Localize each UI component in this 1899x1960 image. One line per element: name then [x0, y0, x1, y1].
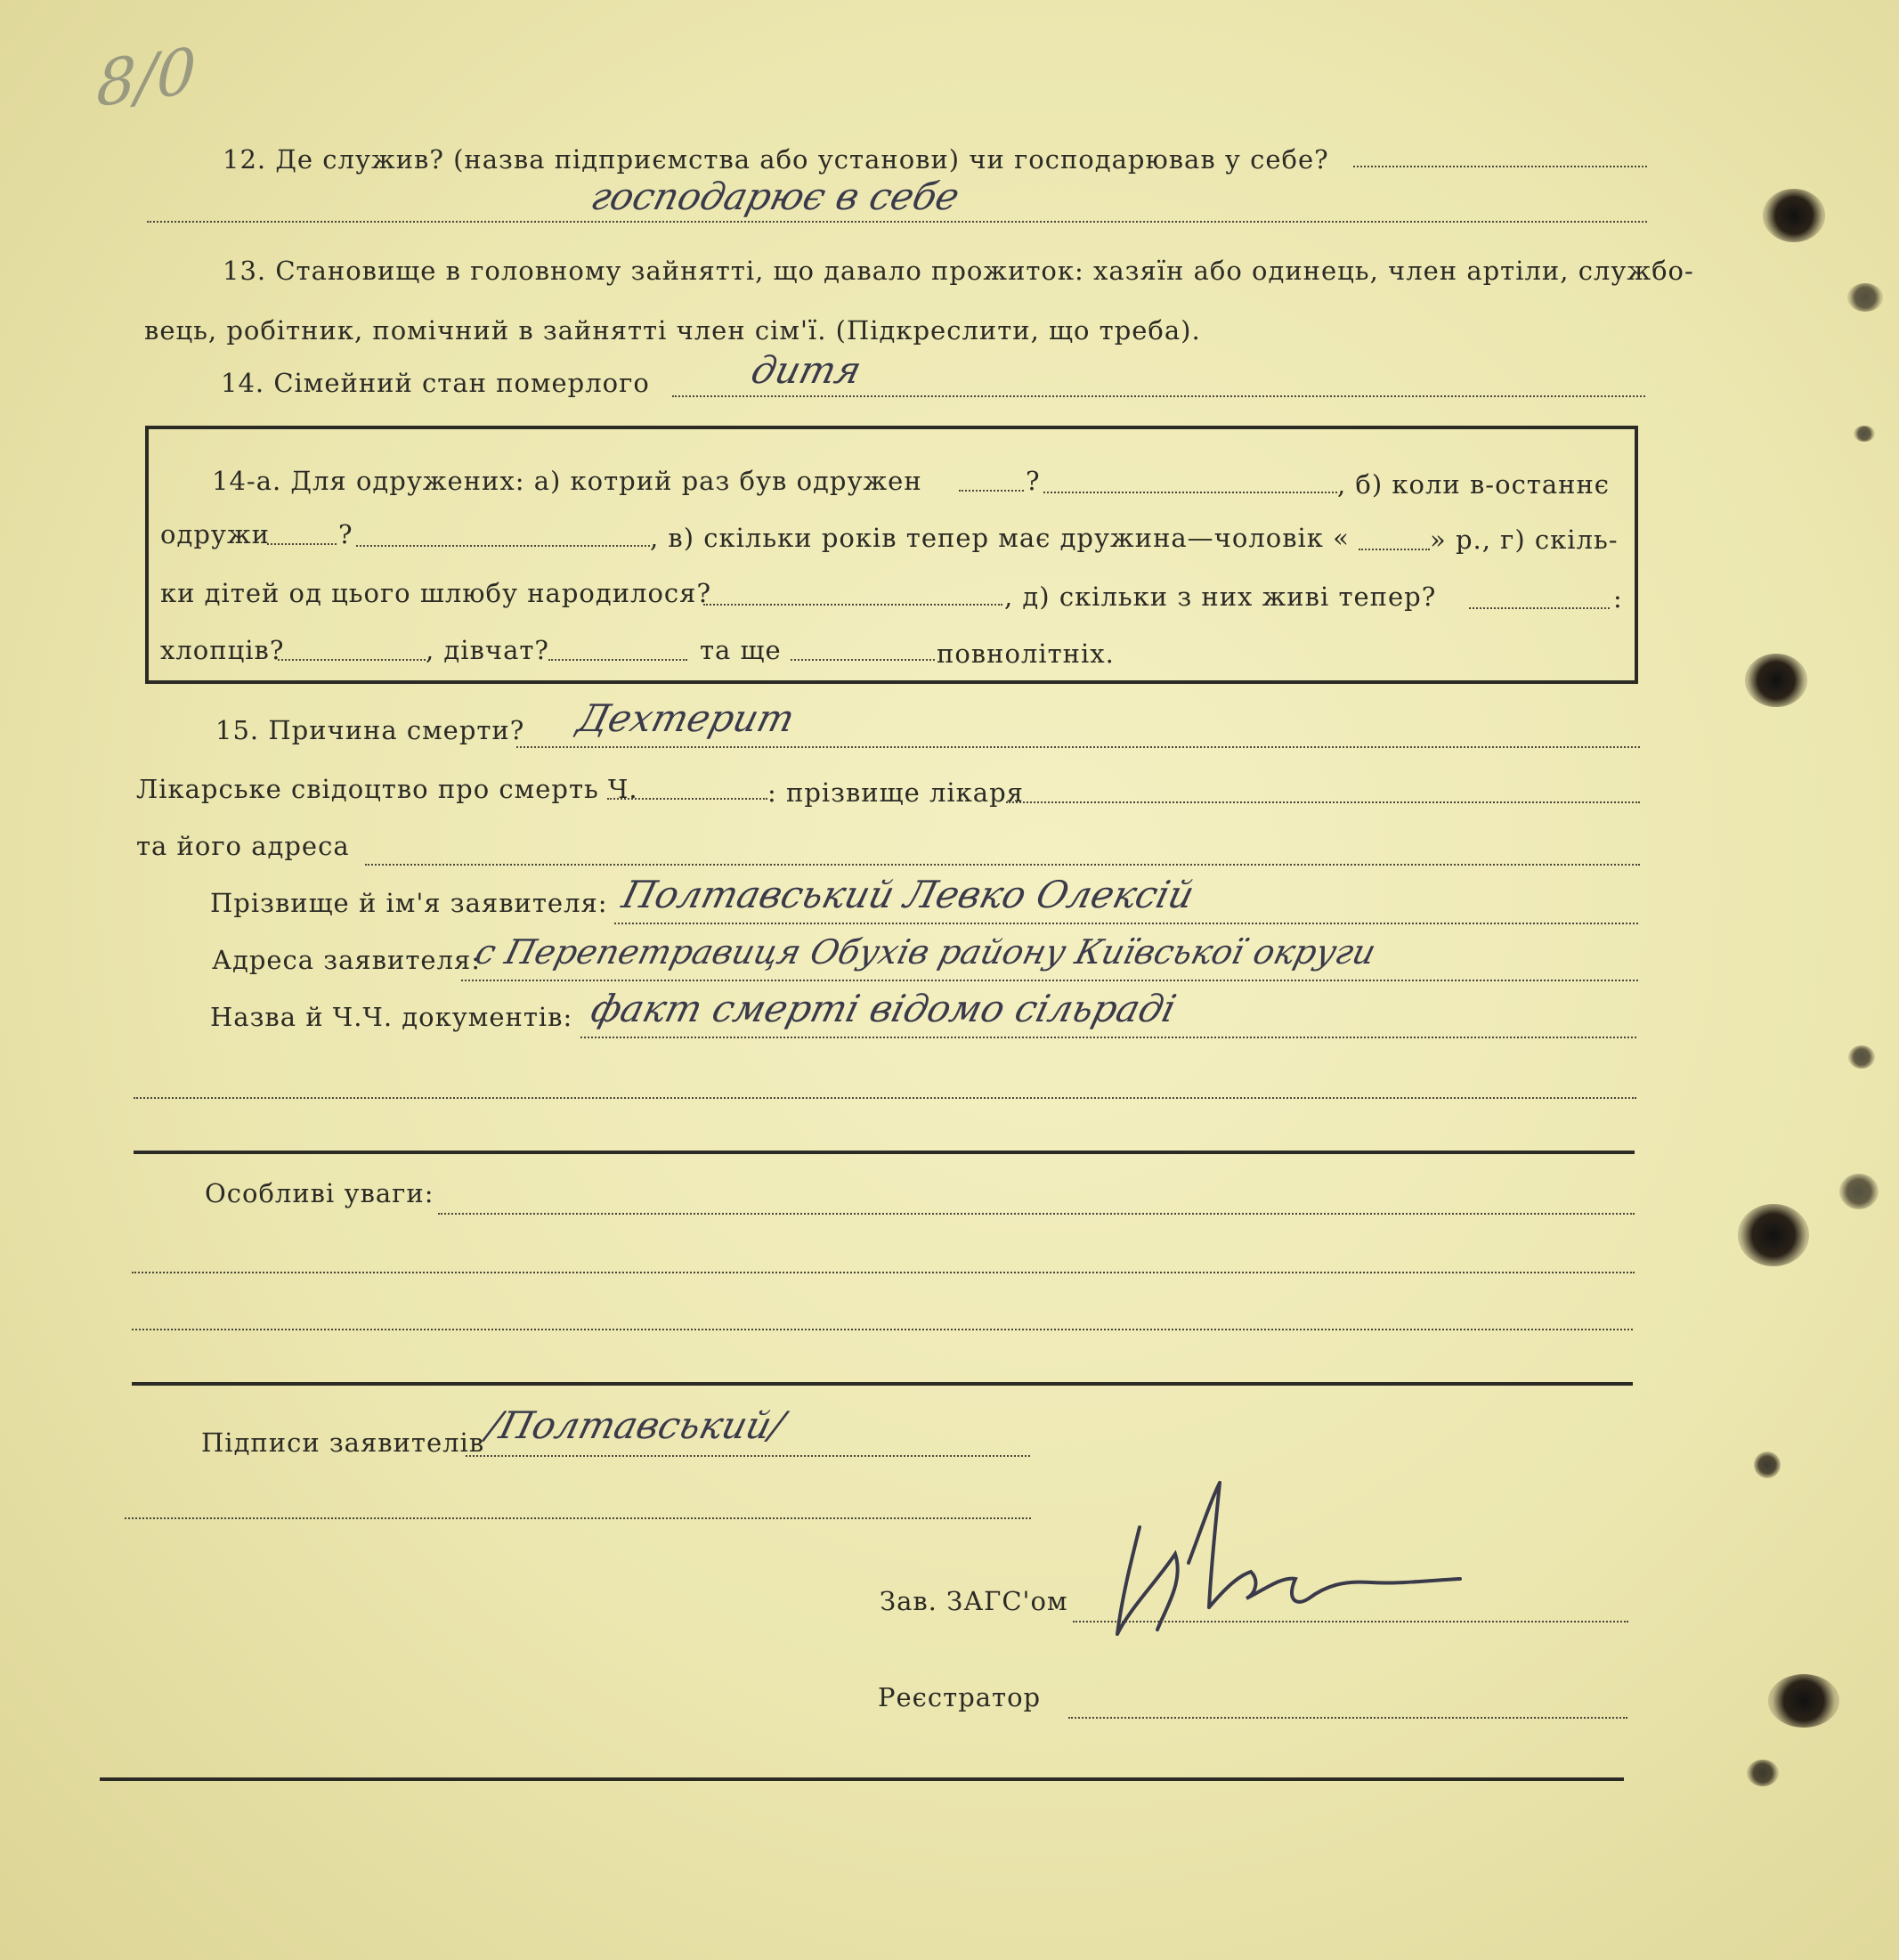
q14a-fill-4c: [791, 659, 935, 661]
q14a-line-3c: :: [1613, 583, 1623, 614]
zags-head-signature: [1104, 1474, 1478, 1643]
applicant-name-fill: [614, 923, 1638, 924]
registrar-label: Реєстратор: [878, 1682, 1042, 1712]
q14a-fill-1b: [1043, 492, 1337, 493]
applicant-address-fill: [461, 980, 1638, 981]
q15-label: 15. Причина смерти?: [215, 715, 525, 745]
bottom-rule: [100, 1777, 1624, 1781]
q14-answer: дитя: [747, 348, 866, 392]
special-remarks-fill-3: [132, 1329, 1633, 1330]
q13-line-2: вець, робітник, помічний в зайнятті член сім'ї. (Підкреслити, що треба).: [144, 315, 1201, 346]
q14-fill-line: [672, 395, 1645, 397]
doctor-surname-fill: [1006, 801, 1640, 803]
medical-certificate-label: Лікарське свідоцтво про смерть Ч.: [136, 774, 638, 804]
applicant-signatures-fill-2: [125, 1517, 1031, 1519]
special-remarks-fill-2: [132, 1272, 1635, 1273]
q14a-fill-3b: [1469, 607, 1610, 609]
binding-hole: [1745, 654, 1807, 707]
binding-hole: [1848, 1045, 1875, 1069]
binding-hole: [1754, 1452, 1781, 1478]
binding-hole: [1747, 1760, 1779, 1786]
q15-answer: Дехтерит: [573, 696, 799, 740]
documents-value: факт смерті відомо сільраді: [587, 987, 1181, 1030]
q14a-fill-4a: [278, 659, 426, 661]
binding-hole: [1847, 283, 1883, 312]
q12-answer: господарює в себе: [587, 175, 964, 218]
q12-fill-line-1: [1353, 166, 1647, 167]
doctor-surname-label: : прізвище лікаря: [767, 777, 1024, 808]
section-rule-1: [134, 1151, 1635, 1154]
q14a-line-1c: , б) коли в-останнє: [1337, 469, 1611, 500]
applicant-signature-value: /Полтавський/: [483, 1403, 790, 1447]
q12-fill-line-2: [147, 221, 1647, 223]
q14a-married-box: [145, 426, 1638, 684]
q12-label: 12. Де служив? (назва підприємства або установи) чи господарював у себе?: [223, 144, 1329, 175]
q14a-line-1b: ?: [1026, 466, 1041, 496]
q14a-line-2d: » р., г) скіль-: [1430, 525, 1619, 555]
q14a-fill-2c: [1359, 549, 1430, 550]
binding-hole: [1763, 189, 1825, 242]
documents-label: Назва й Ч.Ч. документів:: [210, 1002, 573, 1032]
applicant-signatures-label: Підписи заявителів: [201, 1427, 485, 1458]
q14a-fill-2b: [356, 545, 650, 547]
q14a-line-2b: ?: [338, 519, 353, 549]
q14a-fill-3a: [703, 604, 1002, 606]
applicant-name-label: Прізвище й ім'я заявителя:: [210, 888, 608, 918]
registrar-fill: [1068, 1717, 1627, 1719]
documents-fill-2: [134, 1097, 1636, 1099]
documents-fill: [580, 1037, 1636, 1038]
applicant-address-label: Адреса заявителя:: [212, 945, 482, 975]
applicant-signatures-fill: [466, 1455, 1030, 1457]
q14a-line-3a: ки дітей од цього шлюбу народилося?: [160, 578, 712, 608]
q14a-fill-1a: [959, 490, 1024, 492]
applicant-name-value: Полтавський Левко Олексій: [618, 873, 1199, 916]
q14a-line-4b: , дівчат?: [426, 635, 549, 665]
q14a-line-2c: , в) скільки років тепер має дружина—чоловік «: [650, 523, 1350, 553]
binding-hole: [1768, 1674, 1839, 1728]
doctor-address-fill: [365, 864, 1640, 866]
q13-line-1: 13. Становище в головному зайнятті, що давало прожиток: хазяїн або одинець, член артіли, службо-: [223, 256, 1694, 286]
q15-fill-line: [516, 746, 1640, 748]
section-rule-2: [132, 1382, 1633, 1386]
medical-certificate-fill: [607, 798, 767, 800]
binding-hole: [1839, 1174, 1879, 1209]
doctor-address-label: та його адреса: [136, 831, 350, 861]
zags-head-label: Зав. ЗАГС'ом: [880, 1586, 1068, 1616]
q14a-line-3b: , д) скільки з них живі тепер?: [1004, 581, 1437, 612]
special-remarks-label: Особливі уваги:: [205, 1178, 434, 1208]
special-remarks-fill-1: [438, 1213, 1635, 1215]
binding-hole: [1854, 426, 1875, 442]
applicant-address-value: с Перепетравиця Обухів району Київської округи: [471, 932, 1380, 972]
q14a-line-4a: хлопців?: [160, 635, 285, 665]
q14a-line-2a: одружи: [160, 519, 270, 549]
q14-label: 14. Сімейний стан померлого: [221, 368, 650, 398]
corner-pencil-mark: 8/0: [95, 33, 198, 122]
q14a-line-4c: та ще: [700, 635, 782, 665]
q14a-fill-2a: [267, 543, 337, 545]
q14a-line-1a: 14-а. Для одружених: а) котрий раз був одружен: [212, 466, 922, 496]
binding-hole: [1738, 1204, 1809, 1266]
q14a-fill-4b: [548, 659, 687, 661]
q14a-line-4d: повнолітніх.: [937, 638, 1115, 669]
